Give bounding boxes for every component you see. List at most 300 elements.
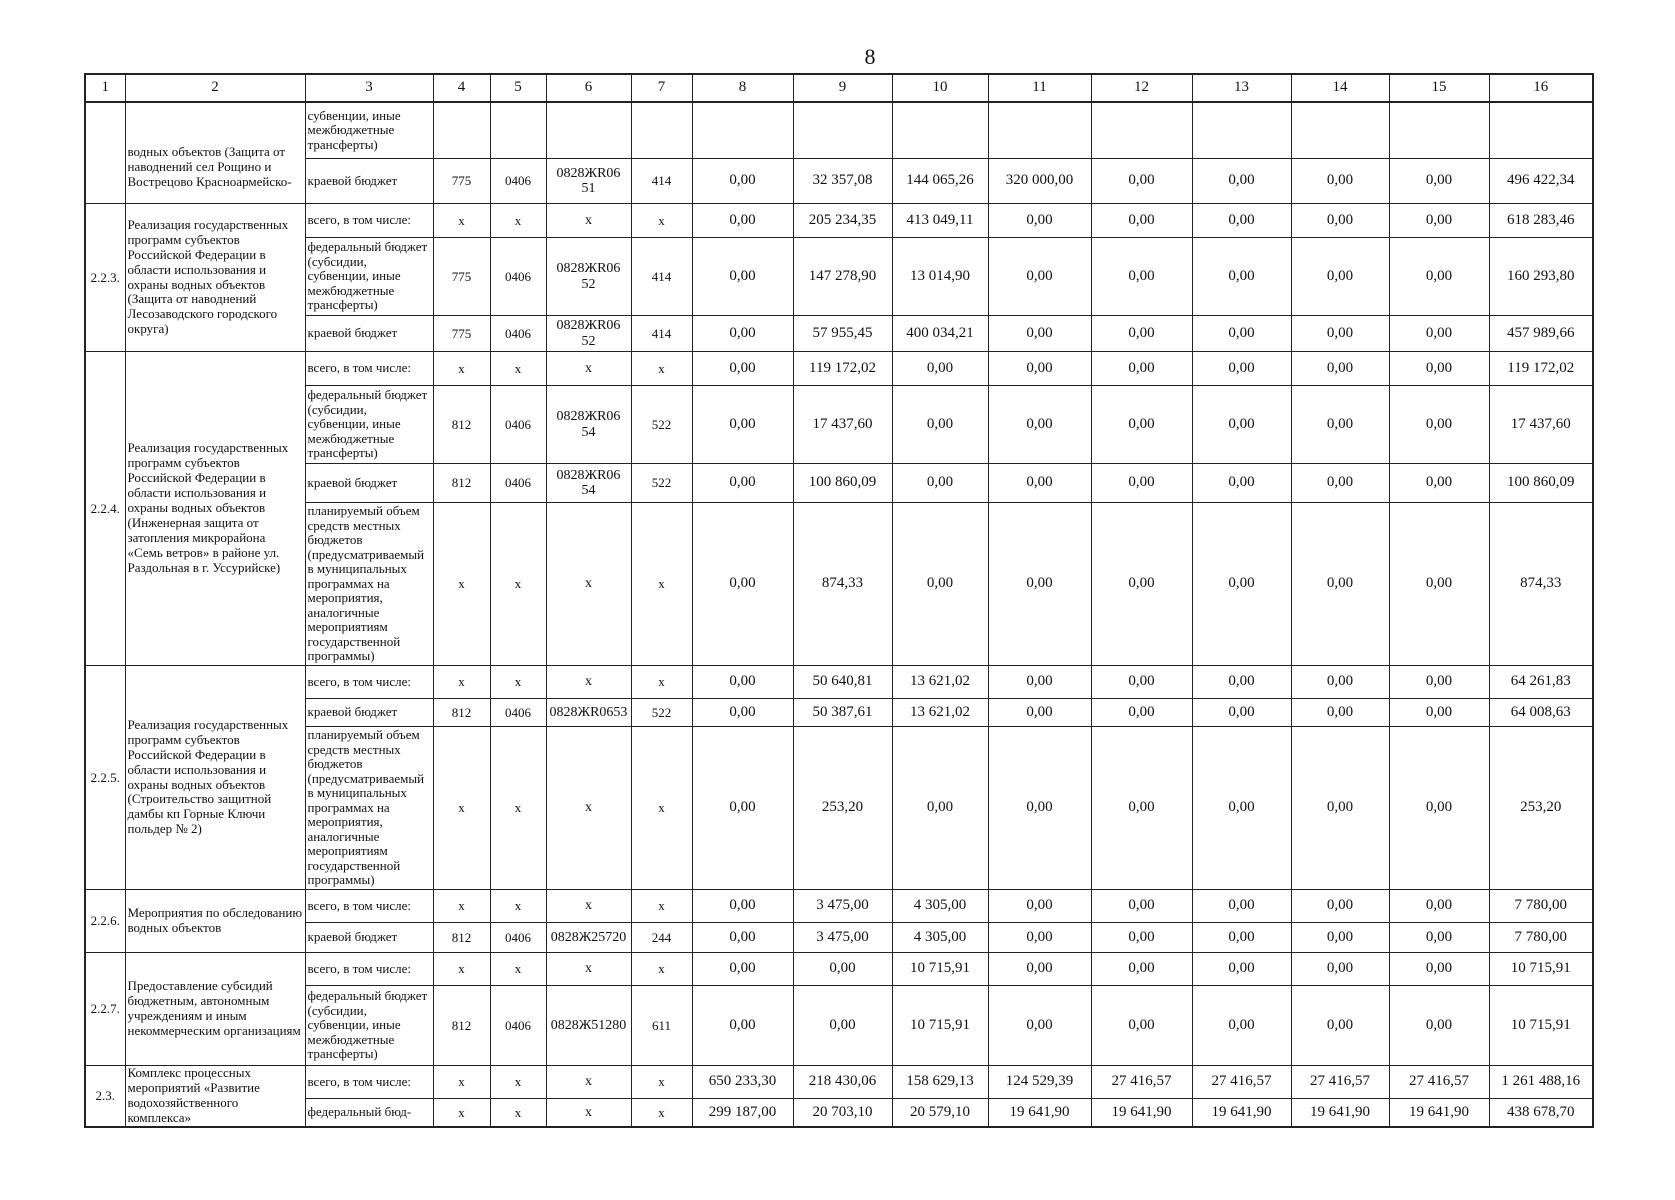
amount-cell: 0,00 [1091, 503, 1192, 666]
amount-cell: 0,00 [1389, 986, 1489, 1066]
amount-cell: 0,00 [1192, 464, 1291, 503]
amount-cell: 0,00 [1091, 699, 1192, 727]
amount-cell: 27 416,57 [1291, 1066, 1389, 1099]
amount-cell: 0,00 [988, 204, 1091, 238]
table-row [85, 923, 1593, 953]
expense-type-code: x [631, 666, 692, 699]
funding-source: всего, в том числе: [305, 666, 433, 699]
amount-cell: 0,00 [1291, 316, 1389, 352]
amount-cell: 0,00 [692, 666, 793, 699]
expense-type-code: x [631, 1066, 692, 1099]
amount-cell: 57 955,45 [793, 316, 892, 352]
item-number: 2.2.7. [85, 953, 125, 1066]
amount-cell: 0,00 [1291, 464, 1389, 503]
amount-cell: 0,00 [1091, 352, 1192, 386]
amount-cell: 0,00 [692, 386, 793, 464]
amount-cell: 413 049,11 [892, 204, 988, 238]
amount-cell: 874,33 [793, 503, 892, 666]
table-row [85, 953, 1593, 986]
amount-cell [1192, 102, 1291, 159]
target-article-code [546, 102, 631, 159]
amount-cell: 3 475,00 [793, 923, 892, 953]
amount-cell [1091, 102, 1192, 159]
amount-cell: 0,00 [692, 953, 793, 986]
expense-type-code: 522 [631, 699, 692, 727]
amount-cell: 0,00 [1091, 386, 1192, 464]
expense-type-code: x [631, 352, 692, 386]
target-article-code: x [546, 727, 631, 890]
amount-cell: 0,00 [692, 464, 793, 503]
amount-cell: 64 008,63 [1489, 699, 1593, 727]
ministry-code: x [433, 352, 490, 386]
amount-cell: 0,00 [1091, 316, 1192, 352]
expense-type-code: x [631, 1099, 692, 1127]
target-article-code: x [546, 204, 631, 238]
amount-cell: 253,20 [793, 727, 892, 890]
expense-type-code [631, 102, 692, 159]
amount-cell: 158 629,13 [892, 1066, 988, 1099]
item-number: 2.3. [85, 1066, 125, 1127]
amount-cell: 218 430,06 [793, 1066, 892, 1099]
amount-cell: 618 283,46 [1489, 204, 1593, 238]
section-code: x [490, 503, 546, 666]
amount-cell: 0,00 [1091, 464, 1192, 503]
amount-cell: 0,00 [1291, 923, 1389, 953]
table-row [85, 503, 1593, 666]
amount-cell: 205 234,35 [793, 204, 892, 238]
amount-cell: 0,00 [1389, 386, 1489, 464]
amount-cell: 0,00 [1291, 352, 1389, 386]
funding-source: планируемый объем средств местных бюджетов (предусматриваемый в муниципальных программах на мероприятия, аналогичные мероприятиям государственной программы) [305, 503, 433, 666]
amount-cell: 438 678,70 [1489, 1099, 1593, 1127]
amount-cell: 13 014,90 [892, 238, 988, 316]
amount-cell: 0,00 [1291, 953, 1389, 986]
amount-cell: 20 703,10 [793, 1099, 892, 1127]
item-name [125, 890, 305, 953]
amount-cell: 0,00 [1091, 204, 1192, 238]
section-code: x [490, 727, 546, 890]
target-article-code: 0828Ж51280 [546, 986, 631, 1066]
funding-source: субвенции, иные межбюджетные трансферты) [305, 102, 433, 159]
amount-cell: 7 780,00 [1489, 923, 1593, 953]
target-article-code: x [546, 1066, 631, 1099]
section-code: 0406 [490, 923, 546, 953]
amount-cell: 0,00 [1291, 238, 1389, 316]
amount-cell: 0,00 [1091, 727, 1192, 890]
amount-cell: 0,00 [692, 699, 793, 727]
amount-cell: 0,00 [1091, 890, 1192, 923]
amount-cell: 0,00 [988, 727, 1091, 890]
amount-cell: 0,00 [1389, 464, 1489, 503]
funding-source: планируемый объем средств местных бюджетов (предусматриваемый в муниципальных программах на мероприятия, аналогичные мероприятиям государственной программы) [305, 727, 433, 890]
section-code [490, 102, 546, 159]
amount-cell: 27 416,57 [1389, 1066, 1489, 1099]
amount-cell [1389, 102, 1489, 159]
section-code: 0406 [490, 316, 546, 352]
section-code: 0406 [490, 238, 546, 316]
amount-cell: 0,00 [692, 352, 793, 386]
amount-cell: 0,00 [1192, 503, 1291, 666]
amount-cell: 0,00 [692, 159, 793, 204]
amount-cell: 7 780,00 [1489, 890, 1593, 923]
expense-type-code: 244 [631, 923, 692, 953]
amount-cell: 0,00 [1291, 727, 1389, 890]
amount-cell: 0,00 [692, 890, 793, 923]
table-row [85, 890, 1593, 923]
amount-cell: 0,00 [988, 699, 1091, 727]
amount-cell: 0,00 [1192, 986, 1291, 1066]
page-number: 8 [864, 44, 876, 69]
ministry-code: x [433, 1066, 490, 1099]
section-code: 0406 [490, 464, 546, 503]
amount-cell [1489, 102, 1593, 159]
amount-cell: 0,00 [988, 464, 1091, 503]
amount-cell: 100 860,09 [1489, 464, 1593, 503]
amount-cell: 10 715,91 [1489, 953, 1593, 986]
funding-source: всего, в том числе: [305, 204, 433, 238]
amount-cell: 64 261,83 [1489, 666, 1593, 699]
funding-source: краевой бюджет [305, 316, 433, 352]
amount-cell: 0,00 [1192, 352, 1291, 386]
target-article-code: x [546, 953, 631, 986]
target-article-code: 0828ЖR06 52 [546, 316, 631, 352]
target-article-code: x [546, 1099, 631, 1127]
funding-source: федеральный бюджет (субсидии, субвенции, иные межбюджетные трансферты) [305, 986, 433, 1066]
funding-source: всего, в том числе: [305, 1066, 433, 1099]
expense-type-code: 414 [631, 316, 692, 352]
expense-type-code: x [631, 890, 692, 923]
table-row [85, 159, 1593, 204]
section-code: 0406 [490, 159, 546, 204]
amount-cell: 496 422,34 [1489, 159, 1593, 204]
section-code: x [490, 204, 546, 238]
amount-cell: 0,00 [692, 204, 793, 238]
amount-cell: 0,00 [692, 238, 793, 316]
amount-cell: 0,00 [1389, 352, 1489, 386]
amount-cell: 400 034,21 [892, 316, 988, 352]
expense-type-code: 414 [631, 159, 692, 204]
expense-type-code: 522 [631, 386, 692, 464]
target-article-code: 0828ЖR06 54 [546, 464, 631, 503]
ministry-code: 812 [433, 386, 490, 464]
amount-cell: 100 860,09 [793, 464, 892, 503]
table-row [85, 1099, 1593, 1127]
amount-cell: 10 715,91 [892, 953, 988, 986]
amount-cell: 253,20 [1489, 727, 1593, 890]
amount-cell: 119 172,02 [793, 352, 892, 386]
ministry-code [433, 102, 490, 159]
amount-cell: 0,00 [1389, 923, 1489, 953]
column-header: 12 [1091, 74, 1192, 102]
amount-cell: 0,00 [988, 386, 1091, 464]
amount-cell: 50 640,81 [793, 666, 892, 699]
amount-cell: 0,00 [988, 666, 1091, 699]
amount-cell: 0,00 [892, 352, 988, 386]
amount-cell: 0,00 [1389, 699, 1489, 727]
amount-cell: 0,00 [1192, 666, 1291, 699]
amount-cell: 0,00 [1389, 204, 1489, 238]
ministry-code: x [433, 503, 490, 666]
target-article-code: x [546, 503, 631, 666]
ministry-code: x [433, 890, 490, 923]
table-row [85, 666, 1593, 699]
amount-cell [793, 102, 892, 159]
funding-source: федеральный бюджет (субсидии, субвенции, иные межбюджетные трансферты) [305, 238, 433, 316]
amount-cell: 0,00 [1192, 386, 1291, 464]
amount-cell: 0,00 [988, 986, 1091, 1066]
expense-type-code: x [631, 503, 692, 666]
amount-cell: 0,00 [1389, 890, 1489, 923]
amount-cell [988, 102, 1091, 159]
amount-cell [1291, 102, 1389, 159]
section-code: x [490, 953, 546, 986]
table-row [85, 1066, 1593, 1099]
amount-cell: 0,00 [1192, 316, 1291, 352]
amount-cell: 0,00 [1291, 890, 1389, 923]
section-code: 0406 [490, 386, 546, 464]
amount-cell: 0,00 [988, 503, 1091, 666]
funding-source: краевой бюджет [305, 159, 433, 204]
amount-cell: 0,00 [1192, 727, 1291, 890]
ministry-code: 812 [433, 464, 490, 503]
column-header: 8 [692, 74, 793, 102]
amount-cell: 124 529,39 [988, 1066, 1091, 1099]
amount-cell: 19 641,90 [1291, 1099, 1389, 1127]
amount-cell: 0,00 [892, 503, 988, 666]
table-row [85, 204, 1593, 238]
item-name [125, 102, 305, 204]
amount-cell [692, 102, 793, 159]
item-name-text: Мероприятия по обследованию водных объектов [127, 905, 303, 935]
item-number: 2.2.3. [85, 204, 125, 352]
item-name-text: водных объектов (Защита от наводнений сел Рощино и Вострецово Красноармейско- [127, 145, 292, 189]
ministry-code: x [433, 204, 490, 238]
section-code: 0406 [490, 699, 546, 727]
amount-cell: 874,33 [1489, 503, 1593, 666]
funding-source: всего, в том числе: [305, 953, 433, 986]
table-row [85, 699, 1593, 727]
table-row [85, 727, 1593, 890]
amount-cell: 147 278,90 [793, 238, 892, 316]
funding-source: краевой бюджет [305, 464, 433, 503]
amount-cell: 0,00 [1192, 890, 1291, 923]
funding-source: краевой бюджет [305, 699, 433, 727]
item-name [125, 666, 305, 890]
section-code: x [490, 1099, 546, 1127]
amount-cell: 0,00 [1091, 953, 1192, 986]
amount-cell: 0,00 [1291, 666, 1389, 699]
amount-cell: 0,00 [988, 238, 1091, 316]
column-header: 14 [1291, 74, 1389, 102]
section-code: x [490, 1066, 546, 1099]
amount-cell: 27 416,57 [1192, 1066, 1291, 1099]
amount-cell: 0,00 [1291, 159, 1389, 204]
funding-source: всего, в том числе: [305, 890, 433, 923]
target-article-code: x [546, 352, 631, 386]
expense-type-code: 611 [631, 986, 692, 1066]
amount-cell: 119 172,02 [1489, 352, 1593, 386]
amount-cell: 0,00 [692, 986, 793, 1066]
ministry-code: x [433, 666, 490, 699]
amount-cell: 0,00 [692, 923, 793, 953]
amount-cell: 0,00 [1192, 204, 1291, 238]
amount-cell: 457 989,66 [1489, 316, 1593, 352]
amount-cell: 0,00 [988, 890, 1091, 923]
amount-cell: 0,00 [692, 727, 793, 890]
expense-type-code: 522 [631, 464, 692, 503]
amount-cell: 0,00 [1091, 986, 1192, 1066]
target-article-code: 0828ЖR0653 [546, 699, 631, 727]
amount-cell: 0,00 [793, 986, 892, 1066]
amount-cell: 0,00 [1389, 316, 1489, 352]
amount-cell: 10 715,91 [1489, 986, 1593, 1066]
budget-table [84, 73, 1594, 1128]
amount-cell: 0,00 [1389, 666, 1489, 699]
table-row [85, 386, 1593, 464]
column-header: 11 [988, 74, 1091, 102]
item-name [125, 953, 305, 1066]
item-name-text: Реализация государственных программ субъектов Российской Федерации в области использования и охраны водных объектов (Защита от наводнений Лесозаводского городского округа) [127, 216, 289, 337]
amount-cell: 299 187,00 [692, 1099, 793, 1127]
amount-cell: 3 475,00 [793, 890, 892, 923]
ministry-code: 775 [433, 316, 490, 352]
amount-cell: 0,00 [1291, 699, 1389, 727]
amount-cell: 19 641,90 [1389, 1099, 1489, 1127]
amount-cell: 19 641,90 [1091, 1099, 1192, 1127]
amount-cell: 0,00 [1291, 204, 1389, 238]
amount-cell: 0,00 [1291, 386, 1389, 464]
expense-type-code: 414 [631, 238, 692, 316]
amount-cell: 0,00 [1091, 666, 1192, 699]
item-name-text: Реализация государственных программ субъектов Российской Федерации в области использования и охраны водных объектов (Строительство защитной дамбы кп Горные Ключи польдер № 2) [127, 716, 289, 837]
table-row [85, 352, 1593, 386]
section-code: x [490, 352, 546, 386]
section-code: x [490, 666, 546, 699]
amount-cell: 160 293,80 [1489, 238, 1593, 316]
ministry-code: x [433, 727, 490, 890]
ministry-code: 812 [433, 986, 490, 1066]
column-header: 7 [631, 74, 692, 102]
amount-cell: 0,00 [892, 386, 988, 464]
amount-cell: 19 641,90 [988, 1099, 1091, 1127]
amount-cell: 0,00 [988, 953, 1091, 986]
table-row [85, 986, 1593, 1066]
item-name [125, 1066, 305, 1127]
amount-cell: 650 233,30 [692, 1066, 793, 1099]
amount-cell: 0,00 [1192, 953, 1291, 986]
column-header: 10 [892, 74, 988, 102]
column-header: 9 [793, 74, 892, 102]
column-header: 2 [125, 74, 305, 102]
target-article-code: x [546, 666, 631, 699]
amount-cell: 0,00 [692, 503, 793, 666]
amount-cell: 19 641,90 [1192, 1099, 1291, 1127]
amount-cell: 0,00 [892, 727, 988, 890]
ministry-code: x [433, 953, 490, 986]
item-number: 2.2.5. [85, 666, 125, 890]
column-header: 16 [1489, 74, 1593, 102]
column-header: 4 [433, 74, 490, 102]
amount-cell: 4 305,00 [892, 923, 988, 953]
item-name [125, 204, 305, 352]
amount-cell: 10 715,91 [892, 986, 988, 1066]
amount-cell: 50 387,61 [793, 699, 892, 727]
amount-cell: 13 621,02 [892, 699, 988, 727]
amount-cell: 27 416,57 [1091, 1066, 1192, 1099]
column-header: 5 [490, 74, 546, 102]
column-header: 13 [1192, 74, 1291, 102]
amount-cell: 0,00 [1091, 238, 1192, 316]
item-name-text: Комплекс процессных мероприятий «Развитие водохозяйственного комплекса» [127, 1065, 260, 1125]
item-number [85, 102, 125, 204]
amount-cell: 0,00 [988, 316, 1091, 352]
table-row [85, 238, 1593, 316]
funding-source: всего, в том числе: [305, 352, 433, 386]
amount-cell: 0,00 [793, 953, 892, 986]
amount-cell: 0,00 [1291, 986, 1389, 1066]
section-code: 0406 [490, 986, 546, 1066]
table-row [85, 102, 1593, 159]
amount-cell: 0,00 [1291, 503, 1389, 666]
amount-cell: 0,00 [1192, 159, 1291, 204]
amount-cell: 32 357,08 [793, 159, 892, 204]
amount-cell: 17 437,60 [793, 386, 892, 464]
target-article-code: 0828ЖR06 51 [546, 159, 631, 204]
amount-cell: 0,00 [1091, 923, 1192, 953]
item-name [125, 352, 305, 666]
column-header: 1 [85, 74, 125, 102]
funding-source: краевой бюджет [305, 923, 433, 953]
amount-cell [892, 102, 988, 159]
column-header: 6 [546, 74, 631, 102]
table-row [85, 464, 1593, 503]
amount-cell: 0,00 [1389, 159, 1489, 204]
amount-cell: 0,00 [1192, 699, 1291, 727]
amount-cell: 17 437,60 [1489, 386, 1593, 464]
column-header: 15 [1389, 74, 1489, 102]
ministry-code: 812 [433, 923, 490, 953]
target-article-code: x [546, 890, 631, 923]
amount-cell: 0,00 [1389, 953, 1489, 986]
amount-cell: 0,00 [692, 316, 793, 352]
amount-cell: 0,00 [988, 923, 1091, 953]
funding-source: федеральный бюд- [305, 1099, 433, 1127]
item-number: 2.2.6. [85, 890, 125, 953]
funding-source: федеральный бюджет (субсидии, субвенции, иные межбюджетные трансферты) [305, 386, 433, 464]
ministry-code: 812 [433, 699, 490, 727]
column-header: 3 [305, 74, 433, 102]
amount-cell: 144 065,26 [892, 159, 988, 204]
amount-cell: 1 261 488,16 [1489, 1066, 1593, 1099]
item-name-text: Предоставление субсидий бюджетным, автономным учреждениям и иным некоммерческим организациям [127, 978, 301, 1038]
expense-type-code: x [631, 953, 692, 986]
target-article-code: 0828ЖR06 54 [546, 386, 631, 464]
ministry-code: 775 [433, 159, 490, 204]
amount-cell: 0,00 [892, 464, 988, 503]
amount-cell: 4 305,00 [892, 890, 988, 923]
table-row [85, 316, 1593, 352]
section-code: x [490, 890, 546, 923]
ministry-code: x [433, 1099, 490, 1127]
amount-cell: 0,00 [1389, 503, 1489, 666]
item-name-text: Реализация государственных программ субъектов Российской Федерации в области использования и охраны водных объектов (Инженерная защита от затопления микрорайона «Семь ветров» в районе ул. Раздольная в г. Уссурийске) [127, 440, 289, 575]
expense-type-code: x [631, 204, 692, 238]
ministry-code: 775 [433, 238, 490, 316]
expense-type-code: x [631, 727, 692, 890]
amount-cell: 13 621,02 [892, 666, 988, 699]
amount-cell: 0,00 [988, 352, 1091, 386]
header-row [85, 74, 1593, 102]
